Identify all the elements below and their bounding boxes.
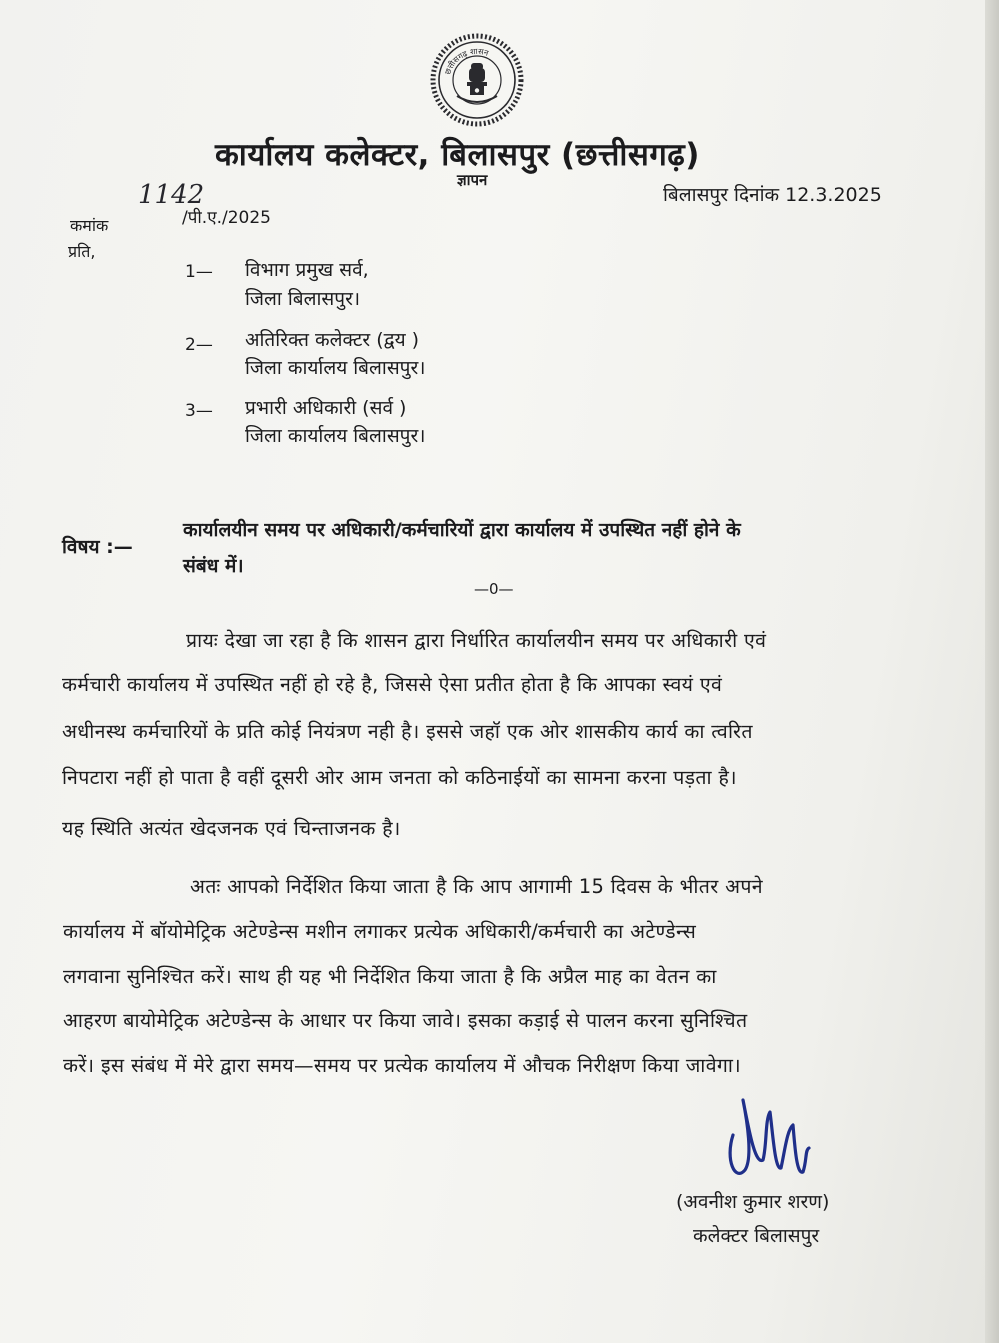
place-date: बिलासपुर दिनांक 12.3.2025: [663, 184, 882, 206]
subject-line: कार्यालयीन समय पर अधिकारी/कर्मचारियों द्वारा कार्यालय में उपस्थित नहीं होने के: [183, 519, 741, 541]
recipient-line: अतिरिक्त कलेक्टर (द्वय ): [245, 329, 420, 351]
paragraph-1-line: कर्मचारी कार्यालय में उपस्थित नहीं हो रहे है, जिससे ऐसा प्रतीत होता है कि आपका स्वयं एवं: [62, 673, 723, 696]
paragraph-1-line: प्रायः देखा जा रहा है कि शासन द्वारा निर्धारित कार्यालयीन समय पर अधिकारी एवं: [186, 629, 767, 652]
chhattisgarh-emblem-icon: [427, 30, 527, 130]
recipient-number: 3—: [185, 401, 213, 421]
subject-line: संबंध में।: [183, 555, 244, 577]
recipient-line: जिला कार्यालय बिलासपुर।: [245, 425, 426, 447]
paragraph-2-line: आहरण बायोमेट्रिक अटेण्डेन्स के आधार पर किया जावे। इसका कड़ाई से पालन करना सुनिश्चित: [63, 1009, 748, 1032]
paragraph-2-line: लगवाना सुनिश्चित करें। साथ ही यह भी निर्देशित किया जाता है कि अप्रैल माह का वेतन का: [63, 965, 717, 988]
paragraph-2-line: कार्यालय में बॉयोमेट्रिक अटेण्डेन्स मशीन लगाकर प्रत्येक अधिकारी/कर्मचारी का अटेण्डेन्स: [63, 920, 697, 943]
separator-mark: —0—: [474, 580, 514, 598]
subject-label: विषय :—: [62, 536, 133, 558]
recipient-line: जिला कार्यालय बिलासपुर।: [245, 357, 426, 379]
recipient-number: 2—: [185, 335, 213, 355]
recipient-number: 1—: [185, 262, 213, 282]
page-edge-shadow: [985, 0, 999, 1343]
handwritten-reference-number: 1142: [138, 180, 205, 210]
signatory-name: (अवनीश कुमार शरण): [676, 1191, 830, 1213]
paragraph-1-line: निपटारा नहीं हो पाता है वहीं दूसरी ओर आम जनता को कठिनाईयों का सामना करना पड़ता है।: [62, 766, 737, 789]
reference-label: कमांक: [70, 216, 109, 235]
recipient-line: विभाग प्रमुख सर्व,: [245, 259, 369, 281]
seal-text: छत्तीसगढ़ शासन: [443, 46, 490, 76]
recipient-line: प्रभारी अधिकारी (सर्व ): [245, 397, 407, 419]
reference-suffix: /पी.ए./2025: [182, 208, 271, 228]
document-type: ज्ञापन: [457, 171, 488, 189]
office-title: कार्यालय कलेक्टर, बिलासपुर (छत्तीसगढ़): [215, 137, 700, 173]
paragraph-1-line: यह स्थिति अत्यंत खेदजनक एवं चिन्ताजनक है।: [62, 817, 401, 840]
signatory-designation: कलेक्टर बिलासपुर: [693, 1225, 820, 1247]
recipient-line: जिला बिलासपुर।: [245, 288, 361, 310]
paragraph-2-line: करें। इस संबंध में मेरे द्वारा समय—समय पर प्रत्येक कार्यालय में औचक निरीक्षण किया जावेगा।: [63, 1054, 741, 1077]
paragraph-1-line: अधीनस्थ कर्मचारियों के प्रति कोई नियंत्रण नही है। इससे जहॉ एक ओर शासकीय कार्य का त्वरित: [62, 720, 753, 743]
paragraph-2-line: अतः आपको निर्देशित किया जाता है कि आप आगामी 15 दिवस के भीतर अपने: [190, 875, 763, 898]
to-label: प्रति,: [68, 242, 96, 261]
